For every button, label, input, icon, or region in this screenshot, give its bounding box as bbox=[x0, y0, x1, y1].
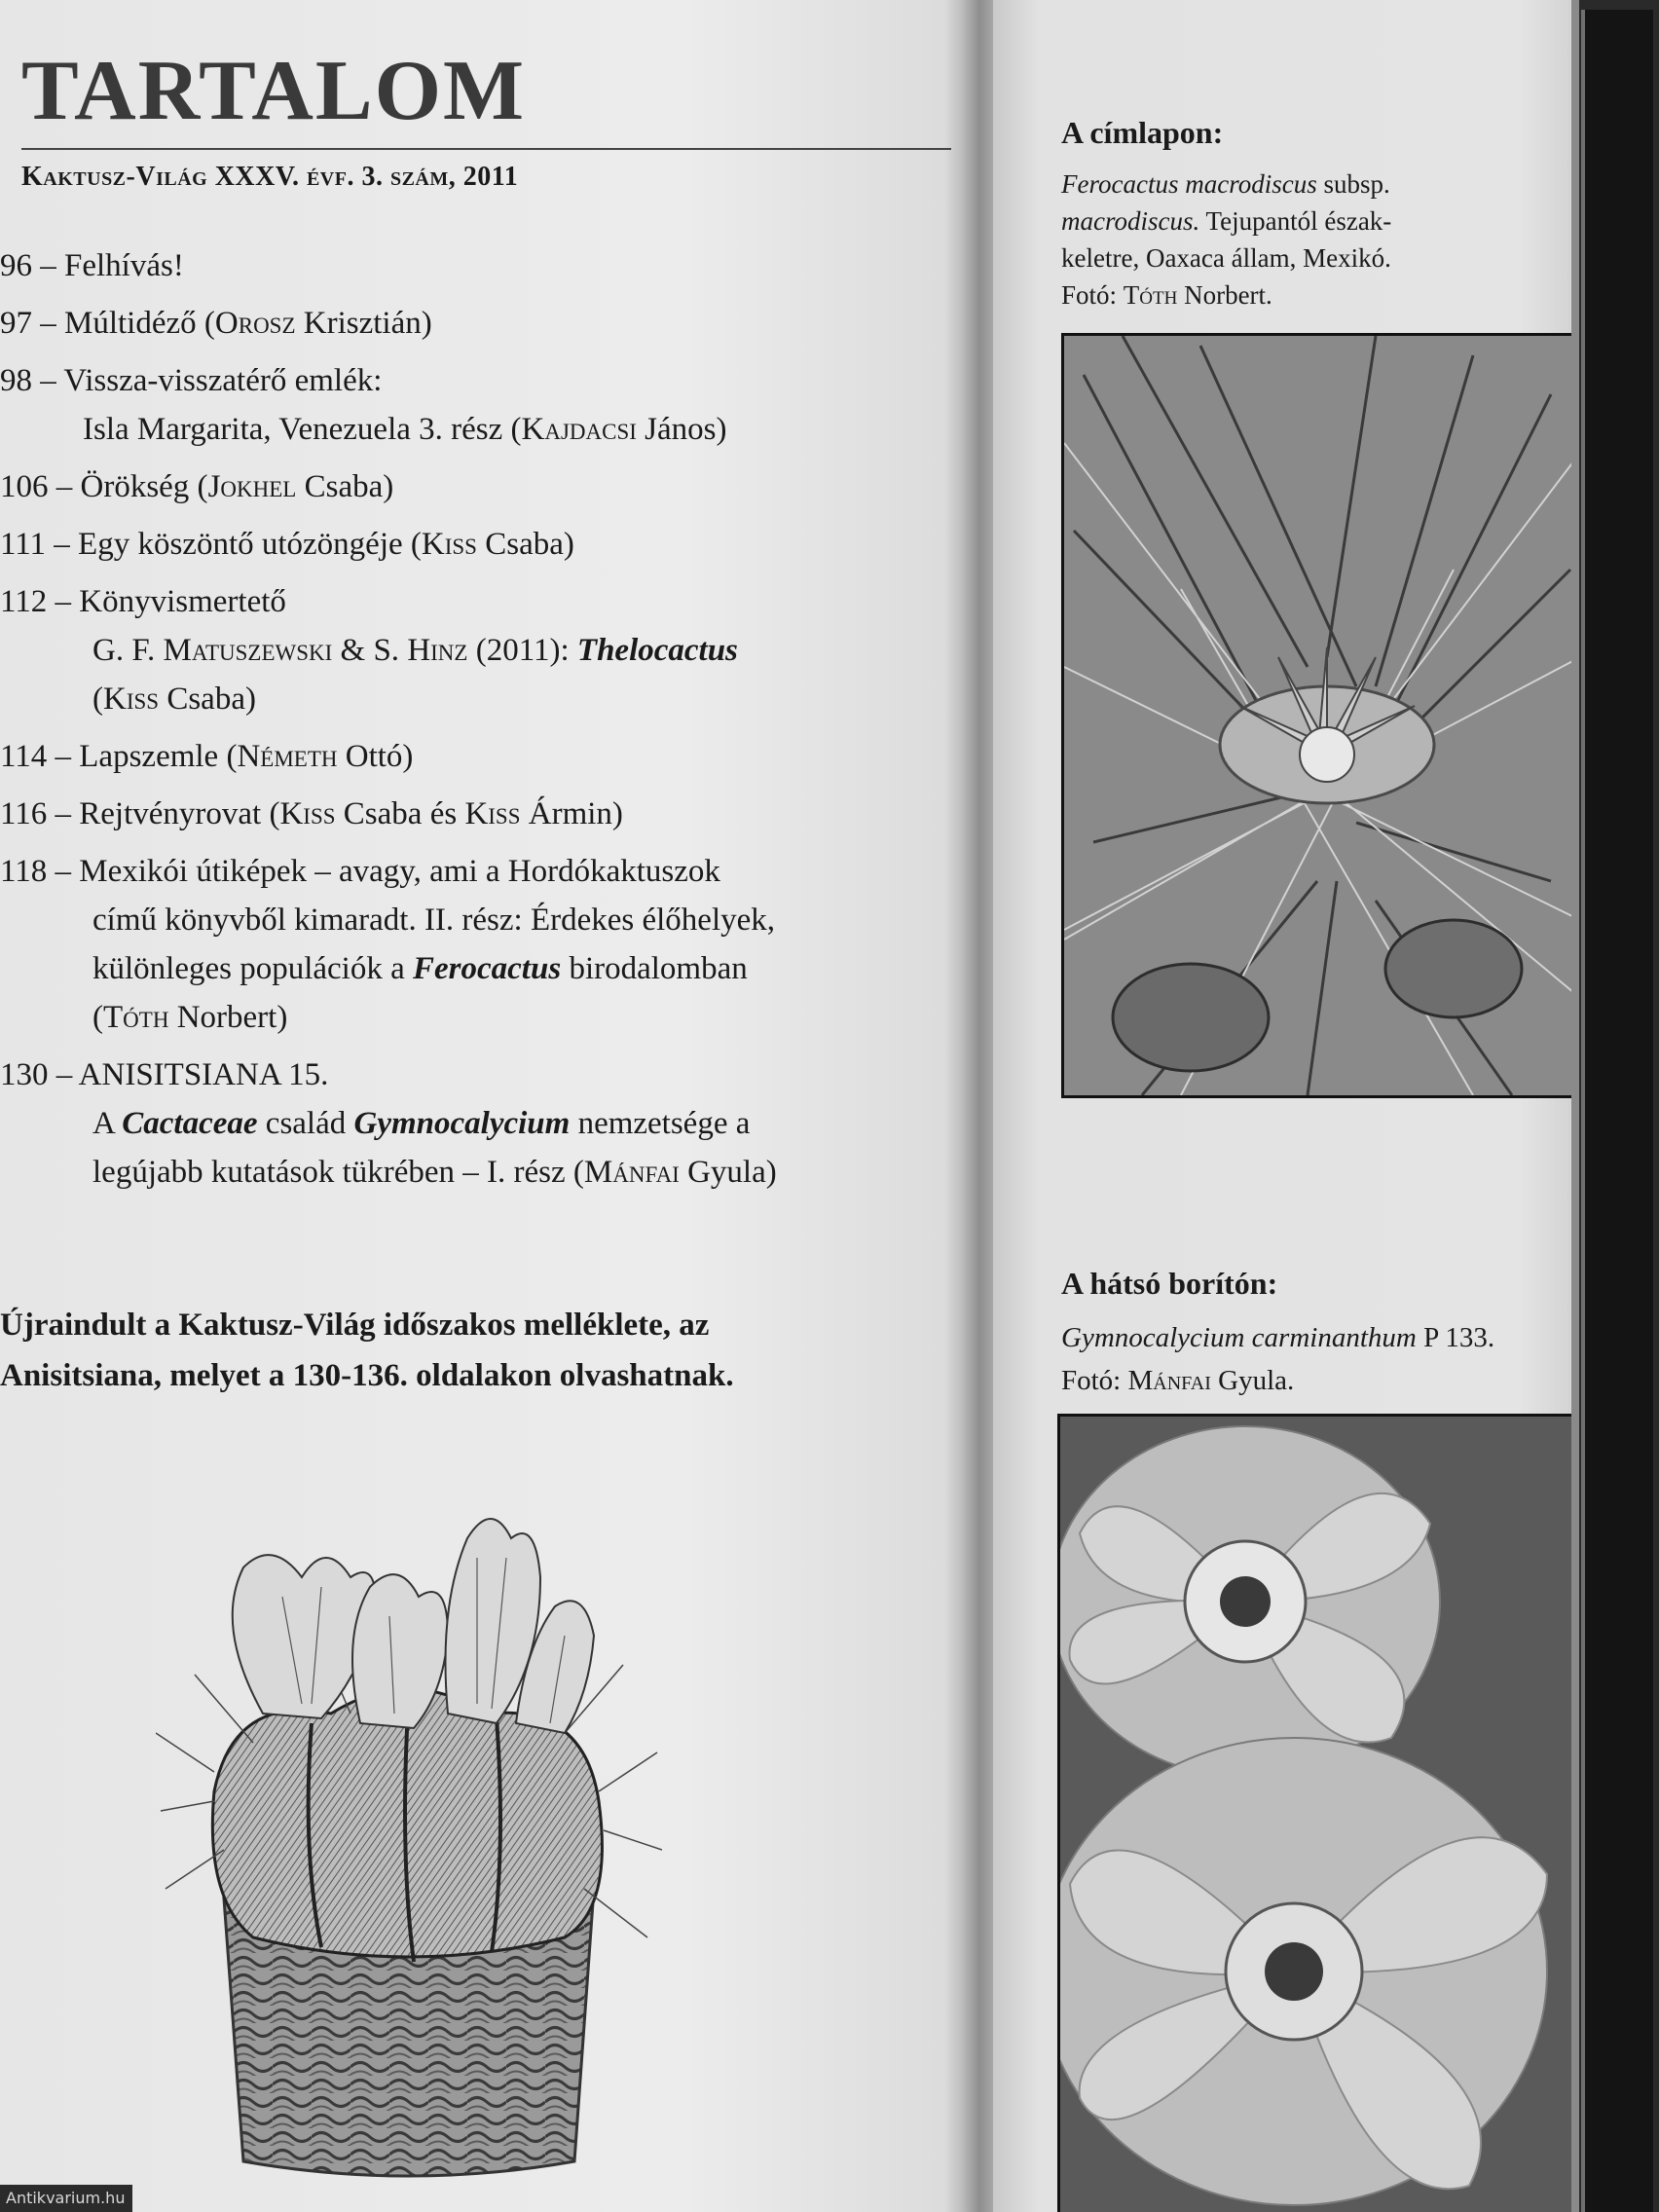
photographer-surname: Mánfai bbox=[1127, 1365, 1211, 1396]
page-title: TARTALOM bbox=[21, 44, 527, 138]
caption-line bbox=[1061, 1359, 1577, 1402]
toc-text: című könyvből kimaradt. II. rész: Érdekes élőhelyek, bbox=[92, 903, 776, 938]
author-surname: Orosz bbox=[214, 306, 296, 341]
toc-text: ( bbox=[92, 682, 103, 717]
title-rule bbox=[21, 148, 951, 150]
toc-text: Csaba) bbox=[296, 469, 394, 504]
book-title: Thelocactus bbox=[576, 633, 738, 668]
back-caption bbox=[1061, 1316, 1577, 1402]
toc-entry-106 bbox=[0, 462, 954, 511]
toc-text: Gyula) bbox=[679, 1155, 777, 1190]
caption-text: Norbert. bbox=[1177, 280, 1272, 310]
toc-subline bbox=[0, 626, 954, 675]
toc-text: ( bbox=[92, 1000, 103, 1035]
toc-entry-98 bbox=[0, 356, 954, 454]
toc-text: Csaba és bbox=[335, 796, 465, 831]
author-surname: Kiss bbox=[421, 527, 477, 562]
toc-text: 130 – ANISITSIANA 15. bbox=[0, 1057, 329, 1092]
toc-subline bbox=[0, 405, 954, 454]
toc-entry-96 bbox=[0, 241, 954, 290]
toc-text: Ottó) bbox=[337, 739, 414, 774]
toc-text: János) bbox=[636, 412, 727, 447]
notice-line: Újraindult a Kaktusz-Világ időszakos melléklete, az bbox=[0, 1308, 710, 1343]
table-of-contents bbox=[0, 241, 954, 1205]
toc-text: & S. bbox=[332, 633, 408, 668]
toc-text: A bbox=[92, 1106, 123, 1141]
ferocactus-photo-image bbox=[1064, 336, 1580, 1095]
toc-text: 116 – Rejtvényrovat ( bbox=[0, 796, 280, 831]
toc-text: Norbert) bbox=[168, 1000, 288, 1035]
author-surname: Hinz bbox=[407, 633, 468, 668]
toc-text: birodalomban bbox=[561, 951, 748, 986]
author-surname: Kiss bbox=[279, 796, 336, 831]
toc-text: G. F. bbox=[92, 633, 164, 668]
toc-entry-130 bbox=[0, 1051, 954, 1197]
species-name: Gymnocalycium carminanthum bbox=[1061, 1322, 1417, 1353]
toc-text: 114 – Lapszemle ( bbox=[0, 739, 238, 774]
toc-subline bbox=[0, 1099, 954, 1148]
toc-text: 118 – Mexikói útiképek – avagy, ami a Hordókaktuszok bbox=[0, 854, 720, 889]
cover-photo-ferocactus bbox=[1061, 333, 1583, 1098]
species-name: macrodiscus. bbox=[1061, 206, 1200, 236]
caption-text: Tejupantól észak- bbox=[1199, 206, 1392, 236]
author-surname: Jokhel bbox=[207, 469, 297, 504]
toc-subline bbox=[0, 675, 954, 723]
supplement-notice bbox=[0, 1300, 954, 1401]
caption-line bbox=[1061, 166, 1567, 203]
book-cover-edge bbox=[1571, 0, 1659, 2212]
cover-caption-heading: A címlapon: bbox=[1061, 115, 1224, 150]
toc-text: 106 – Örökség ( bbox=[0, 469, 208, 504]
watermark: Antikvarium.hu bbox=[0, 2185, 132, 2212]
toc-subline bbox=[0, 993, 954, 1042]
notice-line: Anisitsiana, melyet a 130-136. oldalakon olvashatnak. bbox=[0, 1358, 734, 1393]
caption-text: subsp. bbox=[1316, 169, 1390, 199]
back-caption-heading: A hátsó borítón: bbox=[1061, 1266, 1278, 1301]
author-surname: Kiss bbox=[103, 682, 160, 717]
toc-text: 96 – Felhívás! bbox=[0, 248, 184, 283]
species-name: Ferocactus macrodiscus bbox=[1061, 169, 1317, 199]
cactus-engraving-illustration bbox=[156, 1480, 662, 2200]
toc-entry-111 bbox=[0, 520, 954, 569]
caption-text: Gyula. bbox=[1210, 1365, 1295, 1396]
cover-caption bbox=[1061, 166, 1567, 313]
right-page bbox=[993, 0, 1577, 2212]
toc-text: Isla Margarita, Venezuela 3. rész ( bbox=[83, 412, 522, 447]
toc-text: (2011): bbox=[467, 633, 577, 668]
caption-line bbox=[1061, 276, 1567, 313]
toc-text: különleges populációk a bbox=[92, 951, 414, 986]
toc-text: legújabb kutatások tükrében – I. rész ( bbox=[92, 1155, 584, 1190]
toc-entry-112 bbox=[0, 577, 954, 723]
toc-subline bbox=[0, 944, 954, 993]
author-surname: Mánfai bbox=[583, 1155, 680, 1190]
toc-text: család bbox=[257, 1106, 354, 1141]
toc-text: Ármin) bbox=[520, 796, 623, 831]
toc-entry-116 bbox=[0, 790, 954, 838]
author-surname: Kajdacsi bbox=[521, 412, 637, 447]
toc-entry-114 bbox=[0, 732, 954, 781]
genus-name: Ferocactus bbox=[413, 951, 562, 986]
toc-text: 112 – Könyvismertető bbox=[0, 584, 286, 619]
genus-name: Gymnocalycium bbox=[353, 1106, 571, 1141]
photographer-surname: Tóth bbox=[1123, 280, 1178, 310]
back-photo-gymnocalycium bbox=[1057, 1414, 1577, 2212]
issue-line: Kaktusz-Világ XXXV. évf. 3. szám, 2011 bbox=[21, 162, 519, 192]
author-surname: Kiss bbox=[464, 796, 521, 831]
gymnocalycium-photo-image bbox=[1060, 1417, 1574, 2212]
toc-entry-97 bbox=[0, 299, 954, 348]
toc-text: 111 – Egy köszöntő utózöngéje ( bbox=[0, 527, 422, 562]
toc-subline bbox=[0, 1148, 954, 1197]
caption-line bbox=[1061, 1316, 1577, 1359]
author-surname: Tóth bbox=[103, 1000, 169, 1035]
caption-text: keletre, Oaxaca állam, Mexikó. bbox=[1061, 243, 1391, 273]
caption-text: P 133. bbox=[1416, 1322, 1495, 1353]
toc-text: Csaba) bbox=[159, 682, 256, 717]
toc-entry-118 bbox=[0, 847, 954, 1042]
author-surname: Németh bbox=[237, 739, 338, 774]
author-surname: Matuszewski bbox=[163, 633, 333, 668]
caption-line bbox=[1061, 203, 1567, 240]
toc-text: Csaba) bbox=[476, 527, 574, 562]
family-name: Cactaceae bbox=[122, 1106, 258, 1141]
toc-text: nemzetsége a bbox=[570, 1106, 751, 1141]
toc-text: Krisztián) bbox=[295, 306, 432, 341]
toc-text: 98 – Vissza-visszatérő emlék: bbox=[0, 363, 383, 398]
caption-text: Fotó: bbox=[1061, 280, 1124, 310]
caption-text: Fotó: bbox=[1061, 1365, 1128, 1396]
toc-text: 97 – Múltidéző ( bbox=[0, 306, 215, 341]
